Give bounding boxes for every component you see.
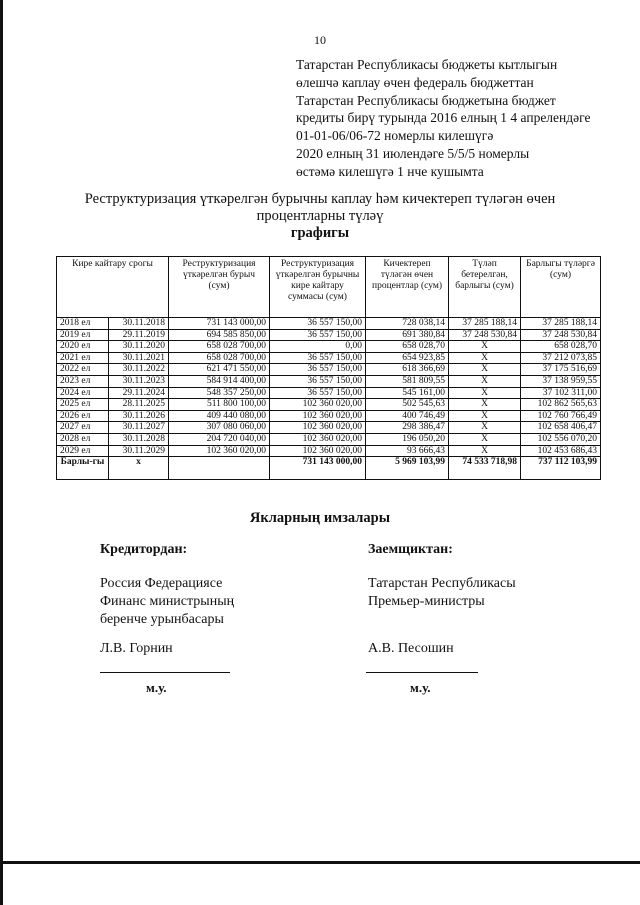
row-year: 2021 ел xyxy=(57,352,109,364)
table-totals-row xyxy=(57,457,601,480)
row-interest: 691 380,84 xyxy=(366,329,449,341)
schedule-title-line: процентларны түләү xyxy=(256,208,384,224)
borrower-signer-name: А.В. Песошин xyxy=(368,641,454,656)
attachment-note-line: 2020 елның 31 июлендәге 5/5/5 номерлы xyxy=(296,145,530,161)
borrower-label: Заемщиктан: xyxy=(368,542,453,557)
row-date: 30.11.2023 xyxy=(109,375,169,387)
row-total-due: 658 028,70 xyxy=(521,341,601,353)
row-year: 2024 ел xyxy=(57,387,109,399)
row-year: 2022 ел xyxy=(57,364,109,376)
row-year: 2026 ел xyxy=(57,410,109,422)
creditor-title-line: Финанс министрының xyxy=(100,594,235,609)
row-year: 2025 ел xyxy=(57,399,109,411)
row-paid: Х xyxy=(449,352,521,364)
row-restructured-debt: 584 914 400,00 xyxy=(169,375,270,387)
header-restructured-debt: Реструктуризация үткәрелгән бурыч (сум) xyxy=(169,257,270,318)
creditor-stamp-label: м.у. xyxy=(146,680,167,695)
row-total-due: 102 658 406,47 xyxy=(521,422,601,434)
row-interest: 581 809,55 xyxy=(366,375,449,387)
creditor-signer-name: Л.В. Горнин xyxy=(100,641,173,656)
totals-repayment: 731 143 000,00 xyxy=(270,457,366,480)
row-paid: 37 248 530,84 xyxy=(449,329,521,341)
borrower-signature-line xyxy=(366,672,478,673)
repayment-schedule-table xyxy=(56,256,601,480)
row-paid: Х xyxy=(449,433,521,445)
row-restructured-debt: 307 080 060,00 xyxy=(169,422,270,434)
row-total-due: 102 862 565,63 xyxy=(521,399,601,411)
row-paid: Х xyxy=(449,387,521,399)
row-interest: 196 050,20 xyxy=(366,433,449,445)
table-row xyxy=(57,329,601,341)
row-restructured-debt: 658 028 700,00 xyxy=(169,352,270,364)
row-total-due: 102 760 766,49 xyxy=(521,410,601,422)
row-total-due: 37 285 188,14 xyxy=(521,318,601,330)
row-restructured-debt: 409 440 080,00 xyxy=(169,410,270,422)
row-repayment: 102 360 020,00 xyxy=(270,410,366,422)
row-date: 30.11.2028 xyxy=(109,433,169,445)
scan-border-bottom xyxy=(0,861,640,864)
row-year: 2027 ел xyxy=(57,422,109,434)
row-total-due: 37 248 530,84 xyxy=(521,329,601,341)
header-restructured-repayment: Реструктуризация үткәрелгән бурычны кире кайтару суммасы (сум) xyxy=(270,257,366,318)
table-row xyxy=(57,410,601,422)
row-date: 30.11.2020 xyxy=(109,341,169,353)
row-repayment: 102 360 020,00 xyxy=(270,433,366,445)
creditor-label: Кредитордан: xyxy=(100,542,188,557)
row-paid: Х xyxy=(449,410,521,422)
row-year: 2020 ел xyxy=(57,341,109,353)
row-repayment: 36 557 150,00 xyxy=(270,387,366,399)
signatures-heading: Якларның имзалары xyxy=(249,510,391,526)
row-paid: Х xyxy=(449,399,521,411)
row-restructured-debt: 204 720 040,00 xyxy=(169,433,270,445)
row-restructured-debt: 694 585 850,00 xyxy=(169,329,270,341)
attachment-note xyxy=(296,56,626,181)
table-row xyxy=(57,318,601,330)
table-row xyxy=(57,445,601,457)
totals-interest: 5 969 103,99 xyxy=(366,457,449,480)
row-paid: Х xyxy=(449,364,521,376)
header-repayment-term: Кире кайтару срогы xyxy=(57,257,169,318)
row-repayment: 102 360 020,00 xyxy=(270,422,366,434)
row-interest: 728 038,14 xyxy=(366,318,449,330)
schedule-title-line: Реструктуризация үткәрелгән бурычны каплау һәм кичектереп түләгән өчен xyxy=(84,191,556,207)
attachment-note-line: Татарстан Республикасы бюджеты кытлыгын xyxy=(296,57,558,72)
table-header-row xyxy=(57,257,601,318)
row-repayment: 0,00 xyxy=(270,341,366,353)
row-total-due: 37 102 311,00 xyxy=(521,387,601,399)
header-deferred-interest: Кичектереп түләгән өчен процентлар (сум) xyxy=(366,257,449,318)
row-date: 30.11.2027 xyxy=(109,422,169,434)
totals-debt xyxy=(169,457,270,480)
row-paid: Х xyxy=(449,341,521,353)
row-year: 2018 ел xyxy=(57,318,109,330)
borrower-title xyxy=(368,575,516,611)
totals-total: 737 112 103,99 xyxy=(521,457,601,480)
row-restructured-debt: 731 143 000,00 xyxy=(169,318,270,330)
table-row xyxy=(57,399,601,411)
row-restructured-debt: 102 360 020,00 xyxy=(169,445,270,457)
totals-label: Барлы-гы xyxy=(57,457,109,480)
row-date: 29.11.2019 xyxy=(109,329,169,341)
schedule-title xyxy=(40,191,600,242)
attachment-note-line: Татарстан Республикасы бюджетына бюджет xyxy=(296,92,556,108)
page-number: 10 xyxy=(314,33,326,47)
attachment-note-line: кредиты бирү турында 2016 елның 1 4 апрелендәге xyxy=(296,110,591,126)
row-repayment: 36 557 150,00 xyxy=(270,329,366,341)
table-row xyxy=(57,387,601,399)
row-date: 30.11.2021 xyxy=(109,352,169,364)
borrower-title-line: Премьер-министры xyxy=(368,594,485,609)
row-repayment: 36 557 150,00 xyxy=(270,375,366,387)
row-interest: 93 666,43 xyxy=(366,445,449,457)
row-repayment: 36 557 150,00 xyxy=(270,364,366,376)
row-interest: 502 545,63 xyxy=(366,399,449,411)
row-total-due: 102 453 686,43 xyxy=(521,445,601,457)
row-date: 30.11.2018 xyxy=(109,318,169,330)
table-row xyxy=(57,364,601,376)
row-interest: 654 923,85 xyxy=(366,352,449,364)
row-interest: 545 161,00 xyxy=(366,387,449,399)
row-paid: Х xyxy=(449,445,521,457)
table-row xyxy=(57,341,601,353)
row-paid: 37 285 188,14 xyxy=(449,318,521,330)
borrower-stamp-label: м.у. xyxy=(410,680,431,695)
row-total-due: 37 175 516,69 xyxy=(521,364,601,376)
row-interest: 298 386,47 xyxy=(366,422,449,434)
attachment-note-line: өстәмә килешүгә 1 нче кушымта xyxy=(296,163,484,179)
totals-paid: 74 533 718,98 xyxy=(449,457,521,480)
row-date: 30.11.2022 xyxy=(109,364,169,376)
header-paid: Түләп бетерелгән, барлыгы (сум) xyxy=(449,257,521,318)
row-paid: Х xyxy=(449,375,521,387)
schedule-title-heading: графигы xyxy=(290,225,350,241)
row-repayment: 36 557 150,00 xyxy=(270,318,366,330)
table-row xyxy=(57,433,601,445)
header-total-due: Барлыгы түләргә (сум) xyxy=(521,257,601,318)
scan-border-left xyxy=(0,0,3,905)
creditor-title-line: беренче урынбасары xyxy=(100,612,224,627)
row-date: 30.11.2029 xyxy=(109,445,169,457)
row-year: 2023 ел xyxy=(57,375,109,387)
creditor-signature-line xyxy=(100,672,230,673)
creditor-title xyxy=(100,575,234,629)
row-repayment: 102 360 020,00 xyxy=(270,399,366,411)
table-row xyxy=(57,375,601,387)
row-date: 30.11.2026 xyxy=(109,410,169,422)
borrower-title-line: Татарстан Республикасы xyxy=(368,576,516,591)
row-date: 28.11.2025 xyxy=(109,399,169,411)
row-restructured-debt: 658 028 700,00 xyxy=(169,341,270,353)
row-restructured-debt: 621 471 550,00 xyxy=(169,364,270,376)
attachment-note-line: 01-01-06/06-72 номерлы килешүгә xyxy=(296,128,494,144)
row-total-due: 37 212 073,85 xyxy=(521,352,601,364)
attachment-note-line: өлешчә каплау өчен федераль бюджеттан xyxy=(296,74,534,90)
row-restructured-debt: 548 357 250,00 xyxy=(169,387,270,399)
row-total-due: 102 556 070,20 xyxy=(521,433,601,445)
creditor-title-line: Россия Федерациясе xyxy=(100,576,223,591)
row-date: 29.11.2024 xyxy=(109,387,169,399)
row-total-due: 37 138 959,55 xyxy=(521,375,601,387)
row-paid: Х xyxy=(449,422,521,434)
row-interest: 658 028,70 xyxy=(366,341,449,353)
table-row xyxy=(57,352,601,364)
row-year: 2028 ел xyxy=(57,433,109,445)
row-repayment: 36 557 150,00 xyxy=(270,352,366,364)
row-interest: 400 746,49 xyxy=(366,410,449,422)
totals-date: х xyxy=(109,457,169,480)
row-year: 2019 ел xyxy=(57,329,109,341)
row-interest: 618 366,69 xyxy=(366,364,449,376)
row-restructured-debt: 511 800 100,00 xyxy=(169,399,270,411)
row-year: 2029 ел xyxy=(57,445,109,457)
row-repayment: 102 360 020,00 xyxy=(270,445,366,457)
table-row xyxy=(57,422,601,434)
